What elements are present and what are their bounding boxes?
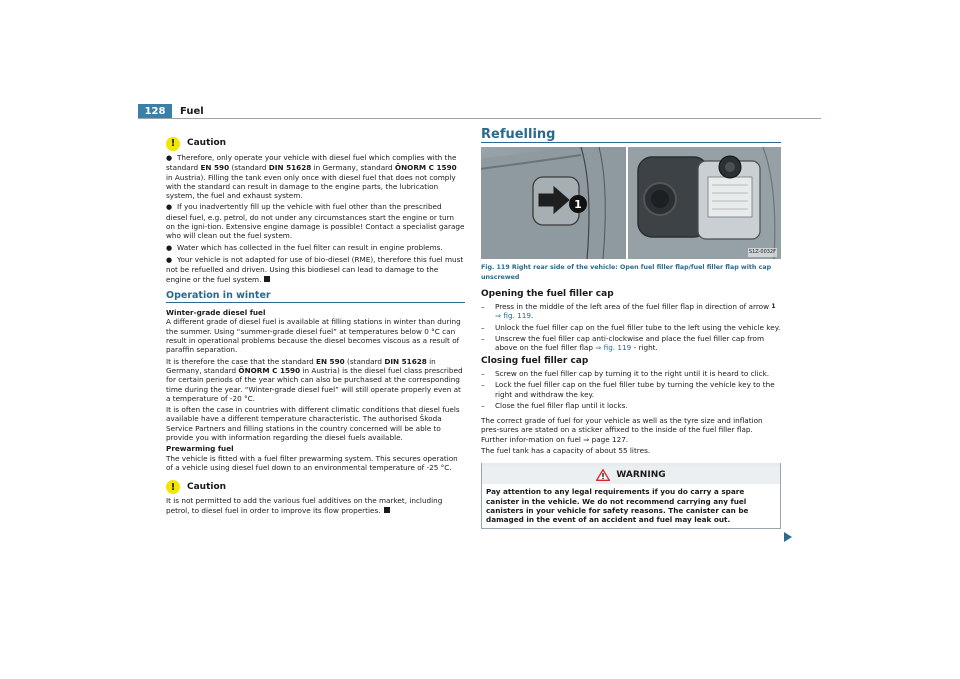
fuel-flap-closed-image	[481, 147, 626, 259]
section-heading-winter: Operation in winter	[166, 291, 465, 303]
open-flap-drawing	[628, 147, 781, 259]
step-item: – Screw on the fuel filler cap by turning it to the right until it is heard to click.	[481, 368, 770, 378]
left-column	[166, 137, 465, 517]
warning-triangle-icon	[596, 469, 610, 481]
fuel-flap-open-image	[628, 147, 781, 259]
caution-title: Caution	[187, 138, 227, 149]
header-rule	[138, 118, 821, 119]
step-item: – Press in the middle of the left area of the fuel filler flap in direction of arrow 1 ⇒ fig. 119.	[481, 302, 776, 321]
step-item: – Unscrew the fuel filler cap anti-clockwise and place the fuel filler cap from above on the fuel filler flap ⇒ fig. 119 - right.	[481, 334, 765, 353]
right-column	[481, 127, 781, 529]
end-of-section-icon	[384, 507, 390, 513]
subheading-winter-diesel: Winter-grade diesel fuel	[166, 308, 266, 318]
bullet-icon: ●	[166, 154, 173, 162]
caution-text: It is not permitted to add the various fuel additives on the market, including petrol, to diesel fuel in order to improve its flow properties.	[166, 496, 443, 515]
warning-title: WARNING	[616, 469, 666, 480]
caution-bullet: ● Therefore, only operate your vehicle with diesel fuel which complies with the standard EN 590 (standard DIN 51628 in Germany, standard ÖNORM C 1590 in Austria). Filling the tank even only once with diesel fuel that does not comply with the standard can result in damage to the engine parts, the lubrication system, the fuel and exhaust system.	[166, 153, 457, 201]
figure-fuel-filler	[481, 147, 781, 259]
paragraph: A different grade of diesel fuel is available at filling stations in winter than during the summer. Using “summer-grade diesel fuel” at temperatures below 0 °C can result in operational problems because the diesel becomes viscous as a result of paraffin separation.	[166, 317, 461, 355]
page-number: 128	[138, 104, 172, 119]
paragraph: It is therefore the case that the standard EN 590 (standard DIN 51628 in Germany, standard ÖNORM C 1590 in Austria) is the diesel fuel class prescribed for certain periods of the year which can also be purchased at the corresponding time during the year. “Winter-grade diesel fuel” will still operate properly even at a temperature of -20 °C.	[166, 356, 463, 403]
figure-code: S1Z-0032F	[748, 248, 777, 257]
bullet-icon: ●	[166, 203, 173, 212]
warning-text: Pay attention to any legal requirements if you do carry a spare canister in the vehicle. We do not recommend carrying any fuel canisters in your vehicle for safety reasons. The canister can be damaged in the event of an accident and fuel may leak out.	[486, 487, 749, 525]
figure-reference-link[interactable]: ⇒ fig. 119	[495, 311, 531, 321]
step-item: – Lock the fuel filler cap on the fuel filler tube by turning the vehicle key to the right and withdraw the key.	[481, 380, 775, 399]
section-heading-refuelling: Refuelling	[481, 130, 781, 143]
paragraph: The fuel tank has a capacity of about 55 litres.	[481, 446, 651, 456]
figure-reference-link[interactable]: ⇒ fig. 119	[595, 343, 632, 353]
car-side-drawing	[481, 147, 626, 259]
warning-header	[482, 463, 780, 484]
subheading-opening: Opening the fuel filler cap	[481, 288, 614, 299]
paragraph: The vehicle is fitted with a fuel filter prewarming system. This secures operation of a vehicle using diesel fuel down to an environmental temperature of -25 °C.	[166, 453, 458, 472]
subheading-closing: Closing fuel filler cap	[481, 355, 589, 366]
bullet-icon: ●	[166, 255, 173, 264]
continue-arrow-icon	[783, 532, 793, 542]
exclamation-warning-icon: !	[166, 480, 180, 494]
bullet-icon: ●	[166, 243, 173, 252]
callout-label: 1	[574, 198, 582, 212]
subheading-prewarming: Prewarming fuel	[166, 444, 234, 454]
caution-bullet: ● Your vehicle is not adapted for use of bio-diesel (RME), therefore this fuel must not be refuelled and driven. Using this biodiesel can lead to damage to the engine or the fuel system.	[166, 254, 464, 284]
end-of-section-icon	[264, 276, 270, 282]
paragraph: It is often the case in countries with different climatic conditions that diesel fuels available have a different temperature characteristic. The authorised Škoda Service Partners and filling stations in the country concerned will be able to provide you with information regarding the diesel fuels available.	[166, 405, 460, 443]
caution-bullet: ● Water which has collected in the fuel filter can result in engine problems.	[166, 242, 443, 252]
warning-box	[481, 463, 781, 528]
figure-caption: Fig. 119 Right rear side of the vehicle: Open fuel filler flap/fuel filler flap with cap unscrewed	[481, 264, 772, 281]
paragraph: The correct grade of fuel for your vehicle as well as the tyre size and inflation pres-sures are stated on a sticker affixed to the inside of the fuel filler flap. Further infor-mation on fuel ⇒ page 127.	[481, 416, 763, 444]
step-item: – Close the fuel filler flap until it locks.	[481, 400, 628, 410]
caution-title: Caution	[187, 481, 227, 492]
caution-bullet: ● If you inadvertently fill up the vehicle with fuel other than the prescribed diesel fuel, e.g. petrol, do not under any circumstances start the engine or turn on the igni-tion. Extensive engine damage is possible! Contact a specialist garage who will clean out the fuel system.	[166, 202, 465, 241]
arrow-callout: 1	[771, 303, 776, 311]
step-item: – Unlock the fuel filler cap on the fuel filler tube to the left using the vehicle key.	[481, 322, 781, 332]
caution-header	[166, 137, 465, 151]
caution-header	[166, 480, 465, 494]
exclamation-warning-icon: !	[166, 137, 180, 151]
running-title: Fuel	[180, 106, 204, 117]
